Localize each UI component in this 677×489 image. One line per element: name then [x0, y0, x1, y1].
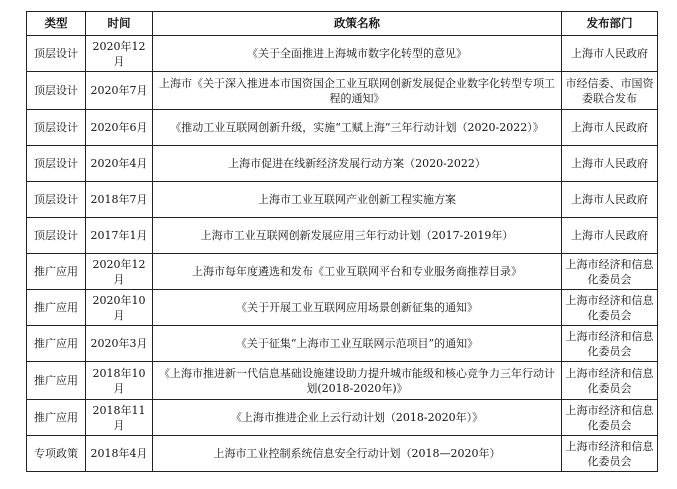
- table-row: [27, 182, 658, 218]
- cell-department: 上海市经济和信息化委员会: [562, 436, 658, 472]
- table-row: [27, 400, 658, 436]
- cell-policy-name: 上海市《关于深入推进本市国资国企工业互联网创新发展促企业数字化转型专项工程的通知》: [153, 72, 562, 110]
- cell-time: 2020年6月: [86, 110, 153, 146]
- cell-policy-name: 《上海市推进企业上云行动计划（2018-2020年）》: [153, 400, 562, 436]
- table-row: [27, 218, 658, 254]
- cell-time: 2020年12月: [86, 254, 153, 290]
- cell-policy-name: 上海市每年度遴选和发布《工业互联网平台和专业服务商推荐目录》: [153, 254, 562, 290]
- cell-type: 推广应用: [27, 326, 86, 362]
- cell-type: 专项政策: [27, 436, 86, 472]
- cell-policy-name: 《关于开展工业互联网应用场景创新征集的通知》: [153, 290, 562, 326]
- cell-policy-name: 《关于征集“上海市工业互联网示范项目”的通知》: [153, 326, 562, 362]
- policy-table: [26, 11, 658, 472]
- header-type: 类型: [27, 12, 86, 36]
- cell-time: 2020年10月: [86, 290, 153, 326]
- cell-type: 顶层设计: [27, 218, 86, 254]
- cell-policy-name: 《关于全面推进上海城市数字化转型的意见》: [153, 36, 562, 72]
- table-row: [27, 254, 658, 290]
- table-row: [27, 36, 658, 72]
- cell-time: 2017年1月: [86, 218, 153, 254]
- policy-table-container: [26, 11, 657, 472]
- table-row: [27, 436, 658, 472]
- cell-time: 2020年12月: [86, 36, 153, 72]
- cell-department: 上海市经济和信息化委员会: [562, 290, 658, 326]
- cell-department: 市经信委、市国资委联合发布: [562, 72, 658, 110]
- table-row: [27, 146, 658, 182]
- cell-type: 顶层设计: [27, 36, 86, 72]
- cell-policy-name: 上海市工业控制系统信息安全行动计划（2018—2020年）: [153, 436, 562, 472]
- cell-department: 上海市人民政府: [562, 182, 658, 218]
- cell-department: 上海市经济和信息化委员会: [562, 362, 658, 400]
- cell-type: 推广应用: [27, 400, 86, 436]
- cell-policy-name: 上海市工业互联网产业创新工程实施方案: [153, 182, 562, 218]
- cell-policy-name: 《推动工业互联网创新升级，实施“工赋上海”三年行动计划（2020-2022）》: [153, 110, 562, 146]
- cell-type: 推广应用: [27, 362, 86, 400]
- cell-department: 上海市经济和信息化委员会: [562, 326, 658, 362]
- cell-time: 2018年10月: [86, 362, 153, 400]
- cell-time: 2020年7月: [86, 72, 153, 110]
- table-row: [27, 72, 658, 110]
- cell-policy-name: 上海市工业互联网创新发展应用三年行动计划（2017-2019年）: [153, 218, 562, 254]
- table-header-row: [27, 12, 658, 36]
- header-policy-name: 政策名称: [153, 12, 562, 36]
- cell-policy-name: 上海市促进在线新经济发展行动方案（2020-2022）: [153, 146, 562, 182]
- cell-time: 2018年4月: [86, 436, 153, 472]
- cell-type: 顶层设计: [27, 182, 86, 218]
- cell-department: 上海市人民政府: [562, 218, 658, 254]
- cell-department: 上海市人民政府: [562, 36, 658, 72]
- cell-time: 2020年4月: [86, 146, 153, 182]
- table-row: [27, 290, 658, 326]
- header-department: 发布部门: [562, 12, 658, 36]
- cell-department: 上海市人民政府: [562, 146, 658, 182]
- cell-type: 推广应用: [27, 254, 86, 290]
- table-row: [27, 110, 658, 146]
- cell-department: 上海市人民政府: [562, 110, 658, 146]
- table-row: [27, 362, 658, 400]
- cell-time: 2020年3月: [86, 326, 153, 362]
- cell-department: 上海市经济和信息化委员会: [562, 400, 658, 436]
- cell-time: 2018年7月: [86, 182, 153, 218]
- table-row: [27, 326, 658, 362]
- cell-type: 顶层设计: [27, 72, 86, 110]
- cell-type: 顶层设计: [27, 146, 86, 182]
- cell-time: 2018年11月: [86, 400, 153, 436]
- cell-type: 推广应用: [27, 290, 86, 326]
- cell-department: 上海市经济和信息化委员会: [562, 254, 658, 290]
- header-time: 时间: [86, 12, 153, 36]
- cell-policy-name: 《上海市推进新一代信息基础设施建设助力提升城市能级和核心竞争力三年行动计划(2018-2020年)》: [153, 362, 562, 400]
- cell-type: 顶层设计: [27, 110, 86, 146]
